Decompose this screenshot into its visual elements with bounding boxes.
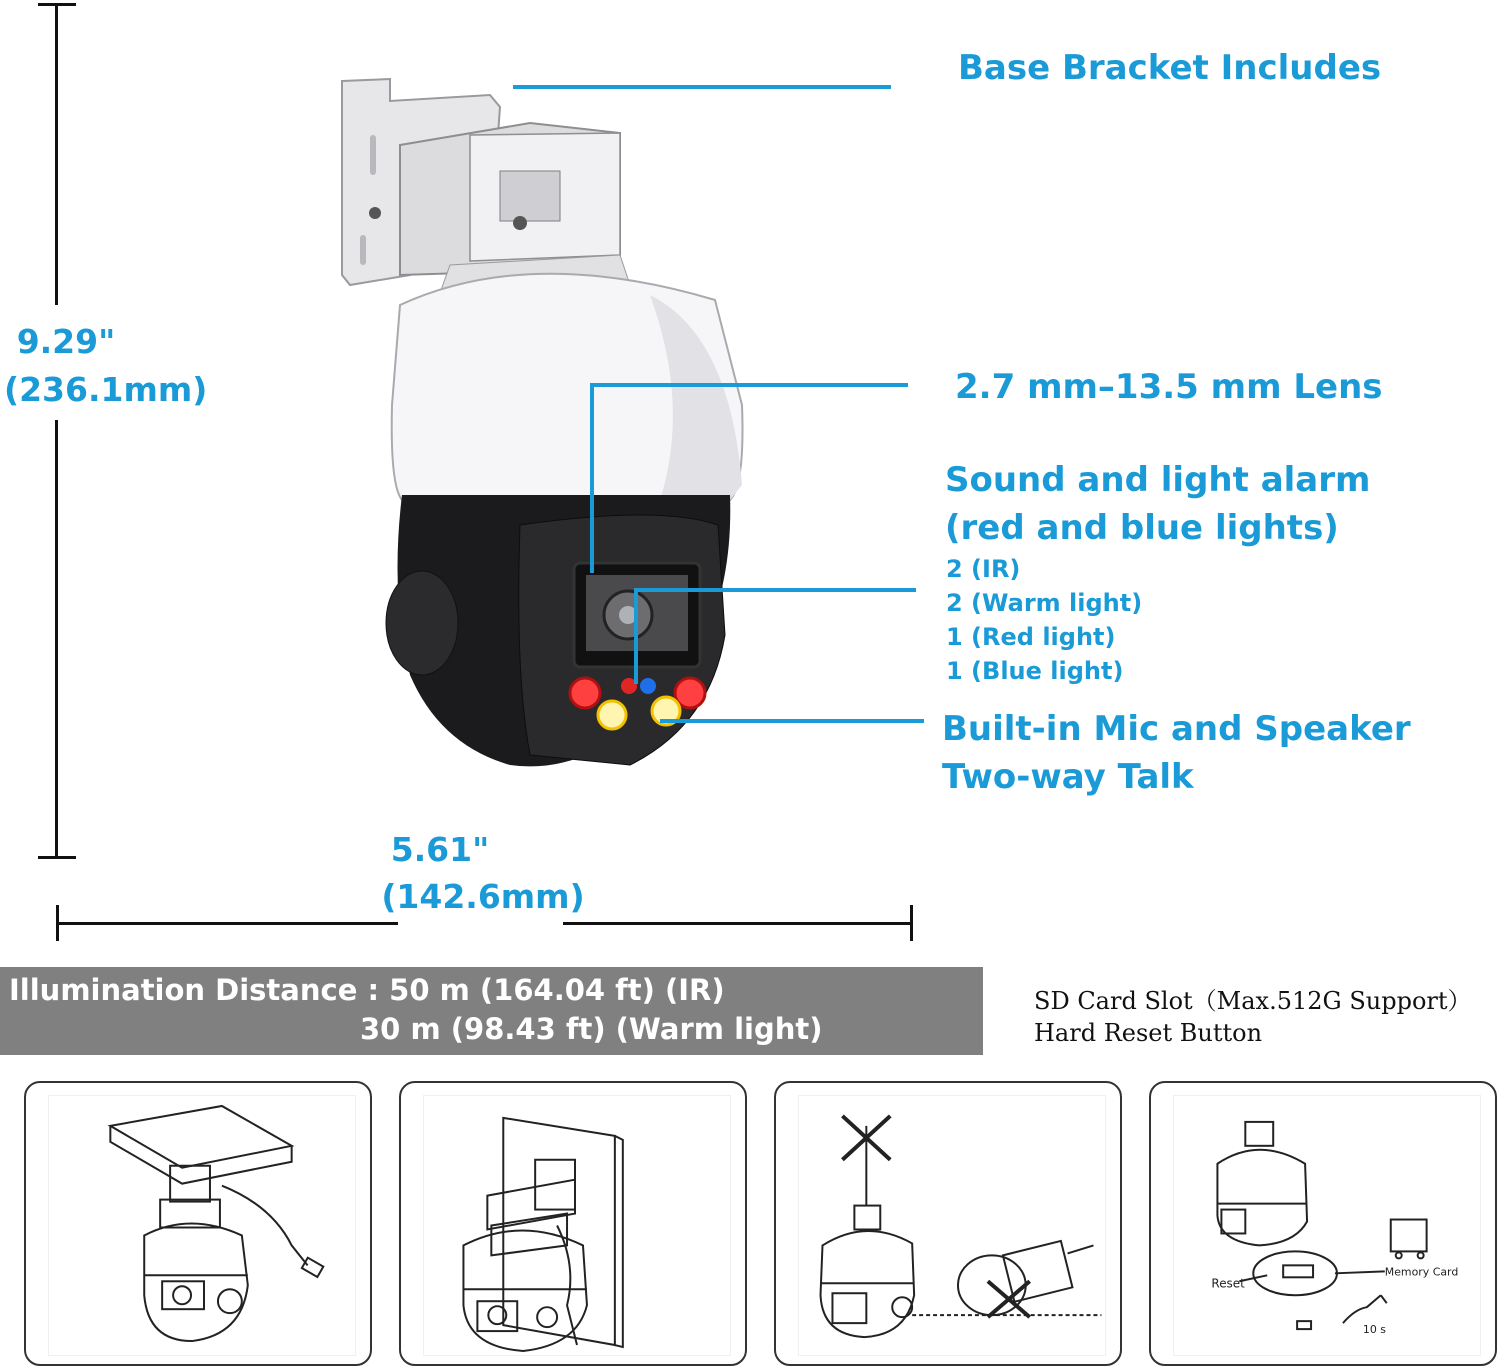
illumination-ir: Illumination Distance : 50 m (164.04 ft) (IR) <box>9 973 725 1007</box>
sd-card-slot-text: SD Card Slot（Max.512G Support） <box>1034 987 1472 1015</box>
sd-card-note <box>1034 985 1472 1049</box>
height-inches: 9.29" <box>16 322 116 361</box>
height-dimension-bottom-cap <box>38 856 76 859</box>
height-dimension-line-lower <box>55 420 58 858</box>
height-mm: (236.1mm) <box>4 370 208 409</box>
install-panel-sd-reset <box>1149 1081 1497 1366</box>
led-red-count: 1 (Red light) <box>946 623 1116 651</box>
install-panel-pendant <box>774 1081 1122 1366</box>
alarm-label-line1: Sound and light alarm <box>945 460 1371 500</box>
install-panel-wall <box>399 1081 747 1366</box>
pendant-warning-drawing <box>799 1096 1105 1355</box>
width-dimension-right-cap <box>910 905 913 941</box>
callout-line-leds-h <box>634 588 916 592</box>
mic-label-line2: Two-way Talk <box>942 757 1194 797</box>
reset-callout-label: Reset <box>1211 1276 1245 1291</box>
width-mm: (142.6mm) <box>381 877 585 916</box>
callout-line-leds-v <box>634 588 638 684</box>
callout-line-lens-v <box>590 383 594 573</box>
led-blue-count: 1 (Blue light) <box>946 657 1124 685</box>
install-panel-ceiling <box>24 1081 372 1366</box>
callout-line-bracket <box>513 85 891 89</box>
lens-label: 2.7 mm–13.5 mm Lens <box>955 367 1383 407</box>
width-dimension-line-right <box>563 922 913 925</box>
illumination-banner <box>0 967 983 1055</box>
height-dimension-line-upper <box>55 3 58 305</box>
led-warm-count: 2 (Warm light) <box>946 589 1143 617</box>
memory-card-callout-label: Memory Card <box>1384 1265 1459 1279</box>
width-inches: 5.61" <box>390 830 490 869</box>
width-dimension-line-left <box>56 922 398 925</box>
hold-time-label: 10 s <box>1362 1323 1386 1337</box>
ceiling-mount-drawing <box>49 1096 355 1355</box>
alarm-label-line2: (red and blue lights) <box>945 508 1339 548</box>
callout-line-mic <box>660 719 924 723</box>
hard-reset-text: Hard Reset Button <box>1034 1019 1263 1047</box>
wall-mount-drawing <box>424 1096 730 1355</box>
led-ir-count: 2 (IR) <box>946 555 1021 583</box>
sd-reset-drawing <box>1174 1096 1480 1355</box>
callout-line-lens-h <box>590 383 908 387</box>
camera-illustration <box>330 75 750 775</box>
illumination-warm: 30 m (98.43 ft) (Warm light) <box>360 1012 823 1046</box>
base-bracket-label: Base Bracket Includes <box>958 48 1382 88</box>
mic-label-line1: Built-in Mic and Speaker <box>942 709 1411 749</box>
